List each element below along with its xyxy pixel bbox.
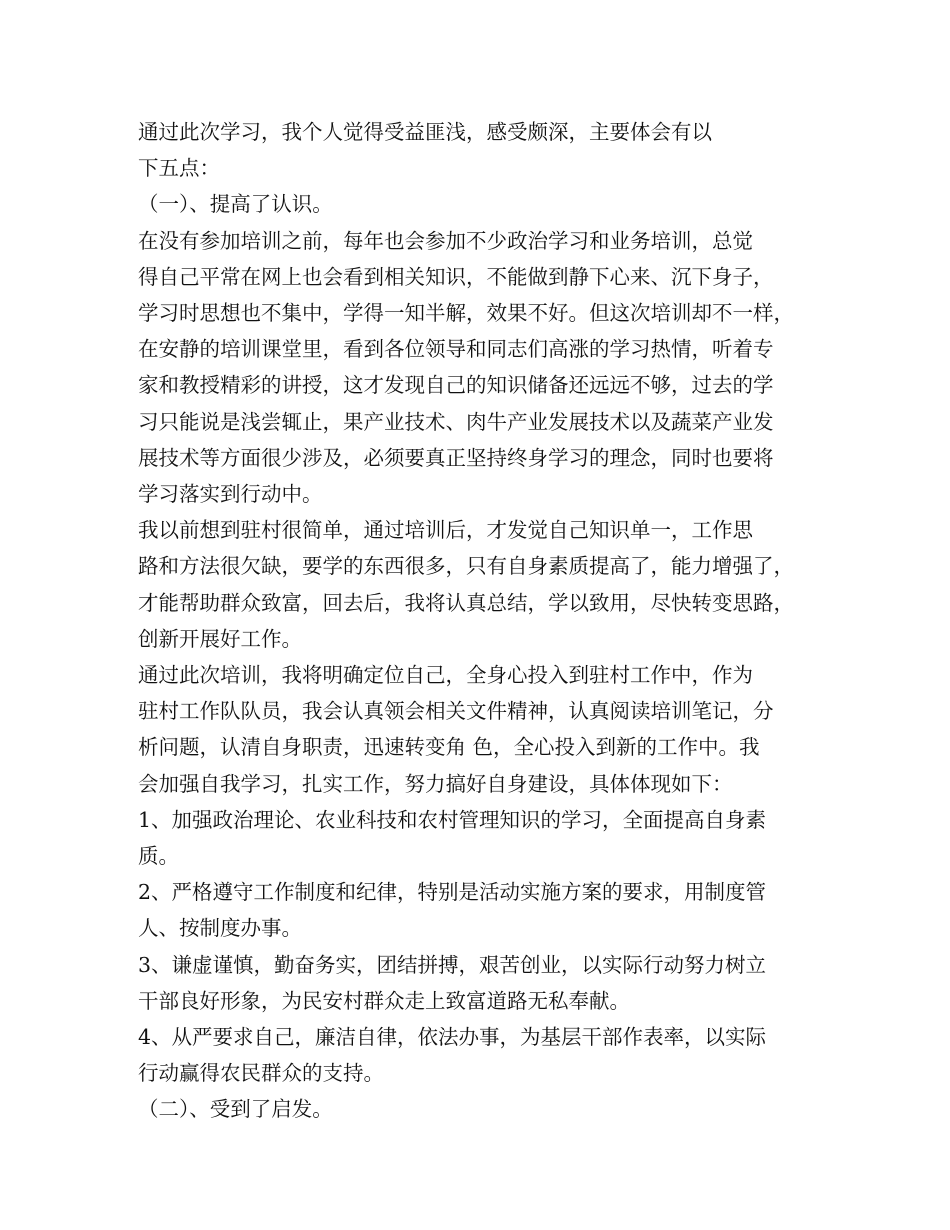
text-line: 会加强自我学习，扎实工作，努力搞好自身建设，具体体现如下： [138,771,733,796]
text-line: 学习落实到行动中。 [138,482,323,507]
text-line: 干部良好形象，为民安村群众走上致富道路无私奉献。 [138,988,630,1013]
text-line: 人、按制度办事。 [138,916,302,941]
text-line: （二）、受到了启发。 [138,1097,333,1122]
paragraph-recognition [138,223,818,513]
text-line: 行动赢得农民群众的支持。 [138,1061,384,1086]
list-item-3 [138,947,818,1019]
text-line: 3、谦虚谨慎，勤奋务实，团结拼搏，艰苦创业，以实际行动努力树立 [138,952,767,977]
text-line: 4、从严要求自己，廉洁自律，依法办事，为基层干部作表率，以实际 [138,1025,767,1050]
text-line: 通过此次培训，我将明确定位自己，全身心投入到驻村工作中，作为 [138,663,753,688]
text-line: 1、加强政治理论、农业科技和农村管理知识的学习，全面提高自身素 [138,807,767,832]
list-item-4 [138,1019,818,1091]
document-body [138,114,818,1128]
text-line: 我以前想到驻村很简单，通过培训后，才发觉自己知识单一，工作思 [138,518,753,543]
paragraph-positioning [138,657,818,802]
list-item-1 [138,802,818,874]
text-line: 驻村工作队队员，我会认真领会相关文件精神，认真阅读培训笔记，分 [138,699,774,724]
text-line: 展技术等方面很少涉及，必须要真正坚持终身学习的理念，同时也要将 [138,445,774,470]
text-line: 质。 [138,844,179,869]
text-line: 下五点： [138,156,220,181]
text-line: 才能帮助群众致富，回去后，我将认真总结，学以致用，尽快转变思路， [138,590,794,615]
text-line: 析问题，认清自身职责，迅速转变角 色，全心投入到新的工作中。我 [138,735,760,760]
text-line: 路和方法很欠缺，要学的东西很多，只有自身素质提高了，能力增强了， [138,554,794,579]
text-line: 习只能说是浅尝辄止，果产业技术、肉牛产业发展技术以及蔬菜产业发 [138,409,774,434]
intro-paragraph [138,114,818,186]
list-item-2 [138,874,818,946]
text-line: 创新开展好工作。 [138,626,302,651]
text-line: 2、严格遵守工作制度和纪律，特别是活动实施方案的要求，用制度管 [138,880,767,905]
text-line: 学习时思想也不集中，学得一知半解，效果不好。但这次培训却不一样， [138,301,794,326]
text-line: 得自己平常在网上也会看到相关知识，不能做到静下心来、沉下身子， [138,264,774,289]
text-line: 在没有参加培训之前，每年也会参加不少政治学习和业务培训，总觉 [138,228,753,253]
text-line: 在安静的培训课堂里，看到各位领导和同志们高涨的学习热情，听着专 [138,337,774,362]
section-heading-1 [138,186,818,222]
text-line: （一）、提高了认识。 [138,192,333,217]
paragraph-village-work [138,512,818,657]
section-heading-2 [138,1091,818,1127]
text-line: 家和教授精彩的讲授，这才发现自己的知识储备还远远不够，过去的学 [138,373,774,398]
text-line: 通过此次学习，我个人觉得受益匪浅，感受颇深，主要体会有以 [138,120,712,144]
